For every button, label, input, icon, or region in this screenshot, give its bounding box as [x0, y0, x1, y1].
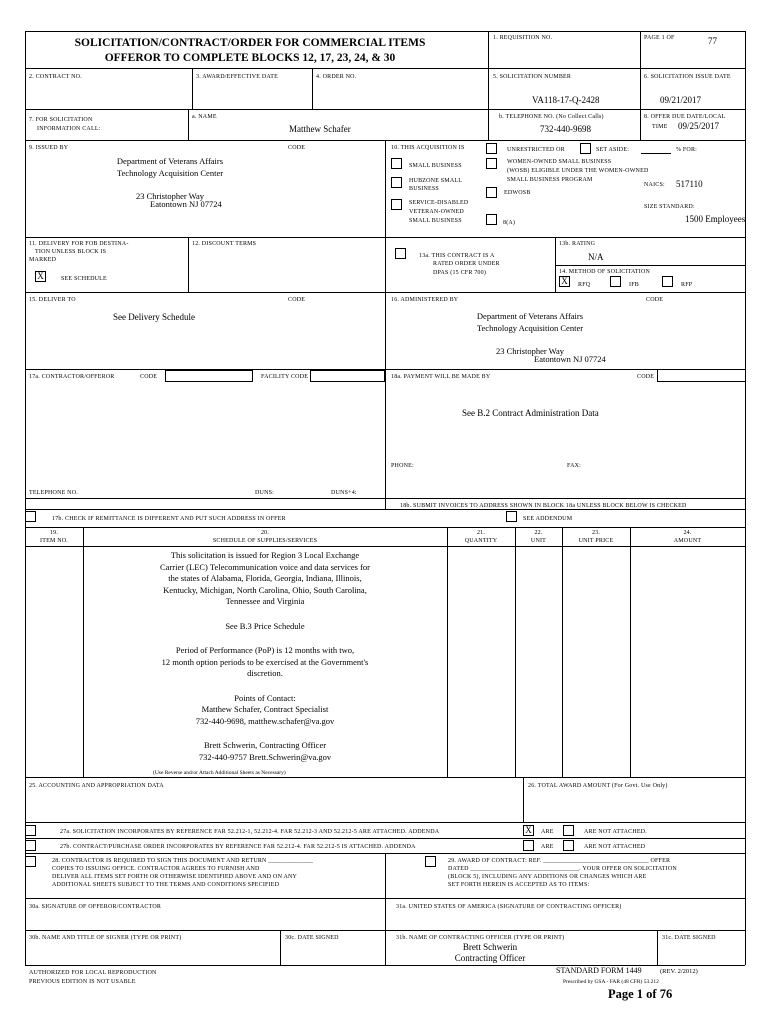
- clause-29-line: DATED __________________________________. YOUR OFFER ON SOLICITATION: [448, 866, 677, 872]
- description-line: the states of Alabama, Florida, Georgia, Indiana, Illinois,: [168, 573, 362, 583]
- are-not-label: ARE NOT ATTACHED.: [584, 829, 647, 835]
- offer-due-date: 09/25/2017: [678, 121, 720, 131]
- wosb-label-1: WOMEN-OWNED SMALL BUSINESS: [507, 159, 612, 165]
- small-business-checkbox[interactable]: [391, 158, 402, 169]
- footer-left-2: PREVIOUS EDITION IS NOT USABLE: [29, 979, 136, 985]
- issued-by-code-label: CODE: [288, 145, 306, 151]
- issued-by-line: 23 Christopher Way: [135, 190, 205, 201]
- fob-label-1: 11. DELIVERY FOR FOB DESTINA-: [29, 241, 129, 247]
- deliver-to-label: 15. DELIVER TO: [29, 297, 76, 303]
- col-unit-header: [515, 529, 562, 545]
- percent-for-label: % FOR:: [676, 147, 698, 153]
- col-unit-price-header: [562, 529, 630, 545]
- time-label: TIME: [652, 124, 668, 130]
- issued-by-line: Technology Acquisition Center: [116, 167, 224, 178]
- rfp-checkbox[interactable]: [662, 276, 673, 287]
- col-title: AMOUNT: [673, 538, 702, 544]
- col-num: 20.: [260, 530, 270, 536]
- name-label: a. NAME: [192, 114, 217, 120]
- phone-label: b. TELEPHONE NO. (No Collect Calls): [499, 114, 604, 120]
- co-title: Contracting Officer: [454, 953, 526, 963]
- ifb-checkbox[interactable]: [610, 276, 621, 287]
- poc-line: Matthew Schafer, Contract Specialist: [201, 704, 329, 714]
- poc-line: 732-440-9698, matthew.schafer@va.gov: [195, 715, 335, 726]
- col-schedule-header: [83, 529, 447, 545]
- clause-29-line: SET FORTH HEREIN IS ACCEPTED AS TO ITEMS:: [448, 882, 590, 888]
- page-total: 77: [708, 36, 717, 46]
- for-info-label-1: 7. FOR SOLICITATION: [29, 117, 93, 123]
- sdvosb-label-2: VETERAN-OWNED: [409, 209, 464, 215]
- col-title: QUANTITY: [464, 538, 498, 544]
- are-attached-2-checkbox[interactable]: [523, 840, 534, 851]
- administered-by-label: 16. ADMINISTERED BY: [391, 297, 459, 303]
- reverse-note: (Use Reverse and/or Attach Additional Sheets as Necessary): [153, 770, 286, 776]
- contact-name: Matthew Schafer: [289, 124, 351, 134]
- clause-28-line: DELIVER ALL ITEMS SET FORTH OR OTHERWISE IDENTIFIED ABOVE AND ON ANY: [52, 874, 298, 880]
- administered-by-line: Department of Veterans Affairs: [476, 311, 584, 321]
- are-not-attached-checkbox[interactable]: [563, 825, 574, 836]
- rated-label-2: RATED ORDER UNDER: [433, 261, 500, 267]
- col-title: ITEM NO.: [40, 538, 68, 544]
- eight-a-checkbox[interactable]: [486, 214, 497, 225]
- col-title: SCHEDULE OF SUPPLIES/SERVICES: [212, 538, 318, 544]
- page-number: Page 1 of 76: [608, 987, 673, 1001]
- form-title: [40, 36, 460, 66]
- description-line: Kentucky, Michigan, North Carolina, Ohio, South Carolina,: [163, 584, 367, 595]
- rfp-label: RFP: [681, 282, 693, 288]
- naics-label: NAICS:: [644, 182, 665, 188]
- discount-terms-label: 12. DISCOUNT TERMS: [192, 241, 257, 247]
- issued-by-label: 9. ISSUED BY: [29, 145, 69, 151]
- col-num: 22.: [534, 530, 543, 536]
- fob-label-3: MARKED: [29, 257, 57, 263]
- accounting-label: 25. ACCOUNTING AND APPROPRIATION DATA: [29, 783, 164, 789]
- rated-order-checkbox[interactable]: [395, 248, 406, 259]
- clause-28-line: COPIES TO ISSUING OFFICE. CONTRACTOR AGREES TO FURNISH AND: [52, 866, 260, 872]
- administered-by-address: [420, 311, 640, 357]
- ifb-label: IFB: [629, 282, 639, 288]
- pop-line: discretion.: [247, 668, 283, 678]
- sdvosb-label-1: SERVICE-DISABLED: [409, 200, 469, 206]
- deliver-to-value: See Delivery Schedule: [113, 312, 195, 322]
- rated-label-1: 13a. THIS CONTRACT IS A: [419, 253, 495, 259]
- sdvosb-label-3: SMALL BUSINESS: [409, 218, 462, 224]
- offer-due-label: 8. OFFER DUE DATE/LOCAL: [644, 114, 726, 120]
- payment-fax-label: FAX:: [567, 463, 582, 469]
- rfq-label: RFQ: [578, 282, 591, 288]
- issued-by-city: Eatontown NJ 07724: [150, 199, 222, 209]
- issue-date: 09/21/2017: [660, 95, 702, 105]
- offeror-date-label: 30c. DATE SIGNED: [285, 935, 339, 941]
- co-name-label: 31b. NAME OF CONTRACTING OFFICER (TYPE OR PRINT): [396, 935, 565, 941]
- price-schedule-ref: See B.3 Price Schedule: [225, 620, 305, 631]
- administered-by-line: Technology Acquisition Center: [476, 322, 584, 333]
- for-info-label-2: INFORMATION CALL:: [37, 126, 101, 132]
- are-attached-checkbox[interactable]: X: [523, 825, 534, 836]
- co-date-label: 31c. DATE SIGNED: [662, 935, 716, 941]
- col-title: UNIT PRICE: [578, 538, 614, 544]
- description-line: Carrier (LEC) Telecommunication voice and data services for: [159, 561, 370, 572]
- method-label: 14. METHOD OF SOLICITATION: [559, 269, 651, 275]
- administered-by-line: 23 Christopher Way: [495, 345, 565, 356]
- col-amount-header: [630, 529, 745, 545]
- wosb-checkbox[interactable]: [486, 158, 497, 169]
- col-title: UNIT: [530, 538, 547, 544]
- contractor-code-label: CODE: [140, 374, 158, 380]
- issue-date-label: 6. SOLICITATION ISSUE DATE: [644, 74, 731, 80]
- payment-label: 18a. PAYMENT WILL BE MADE BY: [391, 374, 491, 380]
- rated-label-3: DPAS (15 CFR 700): [433, 270, 487, 276]
- clause-27b-label: 27b. CONTRACT/PURCHASE ORDER INCORPORATES BY REFERENCE FAR 52.212-4. FAR 52.212-5 IS ATTACHED. ADDENDA: [60, 844, 416, 850]
- sdvosb-checkbox[interactable]: [391, 199, 402, 210]
- signer-name-label: 30b. NAME AND TITLE OF SIGNER (TYPE OR PRINT): [29, 935, 182, 941]
- contractor-label: 17a. CONTRACTOR/OFFEROR: [29, 374, 115, 380]
- clause-27a-checkbox[interactable]: [25, 825, 36, 836]
- administered-by-code-label: CODE: [646, 297, 664, 303]
- small-business-label: SMALL BUSINESS: [409, 163, 462, 169]
- usa-signature-label: 31a. UNITED STATES OF AMERICA (SIGNATURE OF CONTRACTING OFFICER): [396, 904, 622, 910]
- contractor-code-field[interactable]: [165, 370, 253, 382]
- facility-code-label: FACILITY CODE: [261, 374, 309, 380]
- telephone-label: TELEPHONE NO.: [29, 490, 78, 496]
- remittance-checkbox[interactable]: [25, 511, 36, 522]
- set-aside-label: SET ASIDE:: [596, 147, 630, 153]
- footer-left-1: AUTHORIZED FOR LOCAL REPRODUCTION: [29, 970, 157, 976]
- facility-code-field[interactable]: [310, 370, 385, 382]
- acquisition-label: 10. THIS ACQUISITION IS: [391, 145, 465, 151]
- see-schedule-checkbox[interactable]: X: [35, 271, 46, 282]
- form-revision: (REV. 2/2012): [660, 968, 698, 975]
- invoice-label: 18b. SUBMIT INVOICES TO ADDRESS SHOWN IN BLOCK 18a UNLESS BLOCK BELOW IS CHECKED: [400, 503, 687, 509]
- contract-no-label: 2. CONTRACT NO.: [29, 74, 82, 80]
- issued-by-line: Department of Veterans Affairs: [116, 156, 224, 166]
- payment-code-field[interactable]: [657, 370, 745, 382]
- hubzone-label-2: BUSINESS: [409, 186, 439, 192]
- set-aside-checkbox[interactable]: [580, 143, 591, 154]
- administered-by-city: Eatontown NJ 07724: [534, 354, 606, 364]
- page-label: PAGE 1 OF: [644, 35, 675, 41]
- clause-28-checkbox[interactable]: [25, 856, 36, 867]
- clause-29-text: [448, 857, 743, 889]
- co-name: Brett Schwerin: [462, 942, 518, 952]
- title-line-1: SOLICITATION/CONTRACT/ORDER FOR COMMERCIAL ITEMS: [74, 37, 426, 49]
- pop-line: 12 month option periods to be exercised at the Government's: [161, 656, 369, 667]
- poc-line: 732-440-9757 Brett.Schwerin@va.gov: [198, 751, 332, 762]
- size-standard-value: 1500 Employees: [685, 214, 746, 224]
- total-award-label: 26. TOTAL AWARD AMOUNT (For Govt. Use Only): [528, 783, 668, 789]
- edwosb-checkbox[interactable]: [486, 187, 497, 198]
- payment-code-label: CODE: [637, 374, 655, 380]
- clause-28-line: ADDITIONAL SHEETS SUBJECT TO THE TERMS AND CONDITIONS SPECIFIED: [52, 882, 280, 888]
- issued-by-address: [60, 156, 280, 202]
- are-label: ARE: [541, 829, 554, 835]
- title-line-2: OFFEROR TO COMPLETE BLOCKS 12, 17, 23, 24, & 30: [104, 52, 396, 64]
- clause-28-line: 28. CONTRACTOR IS REQUIRED TO SIGN THIS DOCUMENT AND RETURN ______________: [52, 858, 314, 864]
- deliver-to-code-label: CODE: [288, 297, 306, 303]
- hubzone-label-1: HUBZONE SMALL: [409, 178, 463, 184]
- rating-label: 13b. RATING: [559, 241, 596, 247]
- duns-label: DUNS:: [255, 490, 275, 496]
- description-line: This solicitation is issued for Region 3 Local Exchange: [170, 550, 360, 560]
- pop-line: Period of Performance (PoP) is 12 months with two,: [175, 645, 355, 655]
- col-num: 23.: [591, 530, 601, 536]
- col-num: 21.: [476, 530, 486, 536]
- hubzone-checkbox[interactable]: [391, 177, 402, 188]
- wosb-label-3: SMALL BUSINESS PROGRAM: [507, 177, 593, 183]
- unrestricted-label: UNRESTRICTED OR: [507, 147, 565, 153]
- size-standard-label: SIZE STANDARD:: [644, 204, 695, 210]
- clause-27a-label: 27a. SOLICITATION INCORPORATES BY REFERENCE FAR 52.212-1, 52.212-4. FAR 52.212-3 AND 52.212-5 ARE ATTACHED. ADDENDA: [60, 829, 440, 835]
- offeror-signature-field[interactable]: [26, 912, 384, 929]
- col-item-no-header: [25, 529, 83, 545]
- duns4-label: DUNS+4:: [331, 490, 357, 496]
- requisition-label: 1. REQUISITION NO.: [493, 35, 553, 41]
- standard-form-label: STANDARD FORM 1449: [556, 966, 642, 975]
- wosb-label-2: (WOSB) ELIGIBLE UNDER THE WOMEN-OWNED: [507, 168, 649, 174]
- contact-phone: 732-440-9698: [540, 124, 591, 134]
- poc-line: Brett Schwerin, Contracting Officer: [203, 740, 327, 750]
- clause-27b-checkbox[interactable]: [25, 840, 36, 851]
- are-not-label-2: ARE NOT ATTACHED: [584, 844, 646, 850]
- solicitation-no-label: 5. SOLICITATION NUMBER: [493, 74, 572, 80]
- description-line: Tennessee and Virginia: [225, 596, 305, 606]
- rating-value: N/A: [588, 252, 604, 262]
- eight-a-label: 8(A): [503, 220, 516, 226]
- remittance-label: 17b. CHECK IF REMITTANCE IS DIFFERENT AND PUT SUCH ADDRESS IN OFFER: [52, 516, 286, 522]
- are-label-2: ARE: [541, 844, 554, 850]
- col-quantity-header: [447, 529, 515, 545]
- payment-value: See B.2 Contract Administration Data: [462, 408, 599, 418]
- clause-29-line: (BLOCK 5), INCLUDING ANY ADDITIONS OR CHANGES WHICH ARE: [448, 874, 647, 880]
- poc-line: Points of Contact:: [234, 692, 296, 703]
- clause-29-line: 29. AWARD OF CONTRACT: REF. _________________________________ OFFER: [448, 858, 671, 864]
- payment-phone-label: PHONE:: [391, 463, 414, 469]
- rfq-checkbox[interactable]: X: [559, 276, 570, 287]
- see-schedule-label: SEE SCHEDULE: [61, 276, 107, 282]
- offeror-signature-label: 30a. SIGNATURE OF OFFEROR/CONTRACTOR: [29, 904, 162, 910]
- schedule-description: [100, 550, 430, 763]
- clause-29-checkbox[interactable]: [425, 856, 436, 867]
- order-no-label: 4. ORDER NO.: [316, 74, 357, 80]
- solicitation-no: VA118-17-Q-2428: [532, 95, 600, 105]
- col-num: 19.: [49, 530, 59, 536]
- prescribed-by: Prescribed by GSA - FAR (48 CFR) 53.212: [563, 979, 659, 985]
- edwosb-label: EDWOSB: [504, 190, 531, 196]
- see-addendum-label: SEE ADDENDUM: [523, 516, 573, 522]
- fob-label-2: TION UNLESS BLOCK IS: [35, 249, 107, 255]
- usa-signature-field[interactable]: [386, 912, 744, 929]
- are-not-attached-2-checkbox[interactable]: [563, 840, 574, 851]
- see-addendum-checkbox[interactable]: [506, 511, 517, 522]
- naics-value: 517110: [676, 179, 703, 189]
- unrestricted-checkbox[interactable]: [486, 143, 497, 154]
- clause-28-text: [52, 857, 382, 889]
- award-date-label: 3. AWARD/EFFECTIVE DATE: [196, 74, 278, 80]
- col-num: 24.: [683, 530, 692, 536]
